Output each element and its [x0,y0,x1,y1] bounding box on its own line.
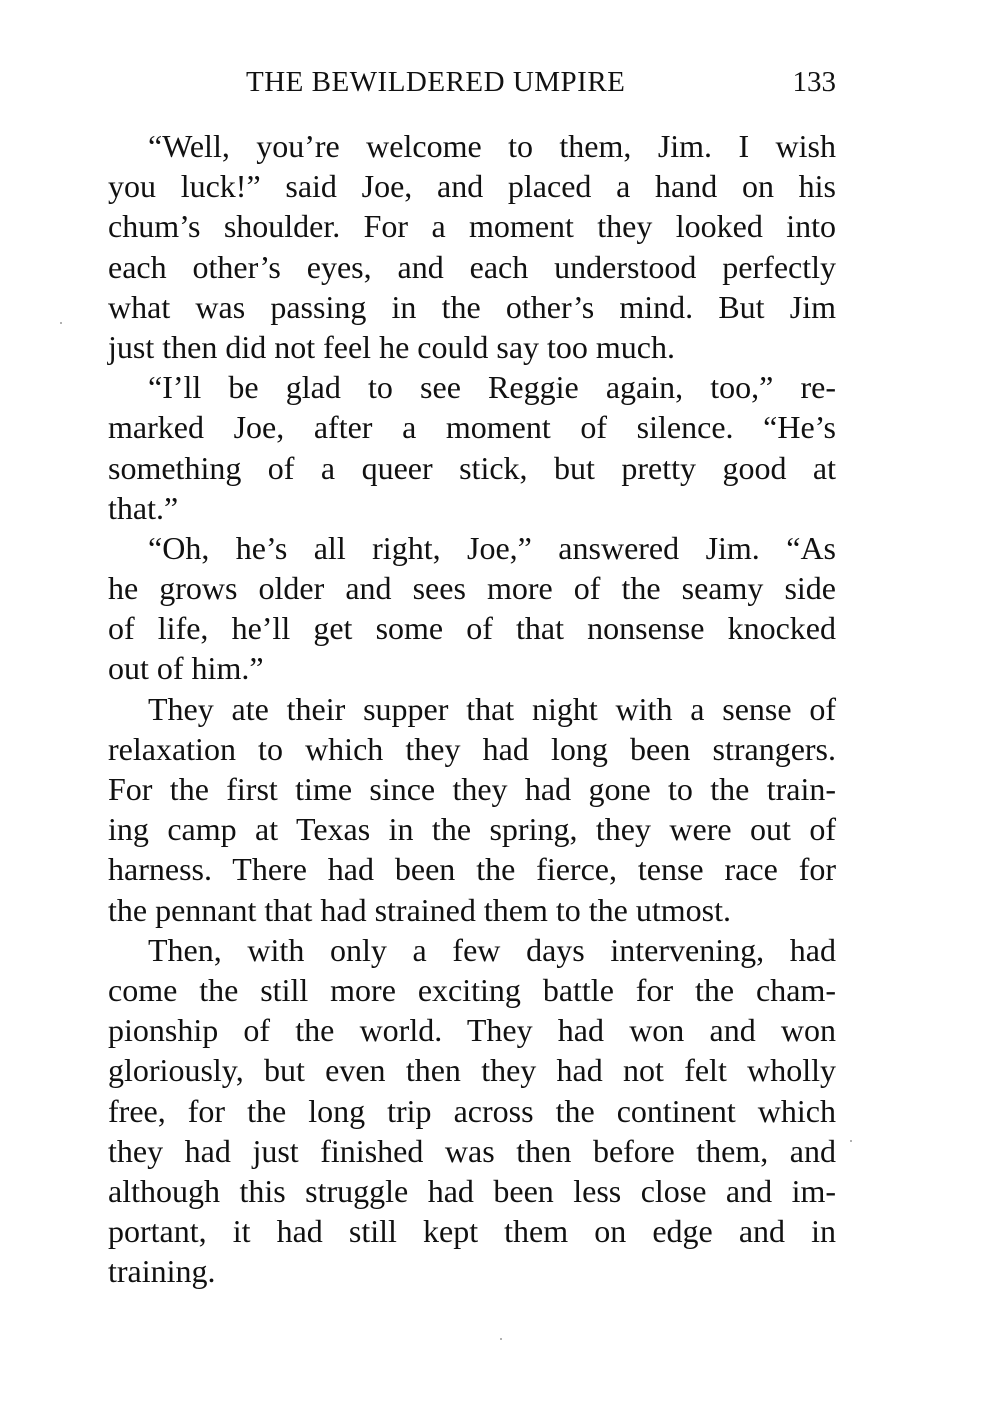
paragraph [108,367,836,528]
text-line: “Oh, he’s all right, Joe,” answered Jim. “As [148,529,836,566]
text-line: Then, with only a few days intervening, had [148,931,836,968]
text-line: that.” [108,489,179,526]
text-line: what was passing in the other’s mind. But Jim [108,288,836,325]
text-line: he grows older and sees more of the seamy side [108,570,836,607]
text-line: they had just finished was then before them, and [108,1132,836,1169]
body-text [108,126,836,1291]
text-line: training. [108,1253,216,1290]
paragraph [108,528,836,689]
paragraph [108,689,836,930]
paragraph [108,930,836,1292]
paper-speck [60,322,62,324]
text-line: gloriously, but even then they had not felt wholly [108,1052,836,1089]
text-line: “Well, you’re welcome to them, Jim. I wish [148,128,836,164]
text-line: out of him.” [108,650,264,687]
text-line: relaxation to which they had long been strangers. [108,730,836,767]
text-line: portant, it had still kept them on edge and in [108,1213,836,1250]
text-line: something of a queer stick, but pretty good at [108,449,836,486]
paper-speck [850,1140,852,1142]
text-line: marked Joe, after a moment of silence. “He’s [108,409,836,446]
text-line: the pennant that had strained them to the utmost. [108,891,731,928]
text-line: For the first time since they had gone to the train- [108,771,836,807]
text-line: They ate their supper that night with a sense of [148,690,836,727]
paragraph [108,126,836,367]
page-number: 133 [792,66,836,98]
text-line: “I’ll be glad to see Reggie again, too,” re- [148,369,836,406]
text-line: come the still more exciting battle for the cham- [108,971,836,1008]
text-line: just then did not feel he could say too much. [108,328,675,365]
text-line: pionship of the world. They had won and won [108,1012,836,1049]
text-line: you luck!” said Joe, and placed a hand on his [108,168,836,205]
text-line: although this struggle had been less close and im- [108,1172,836,1209]
text-line: ing camp at Texas in the spring, they were out of [108,811,836,848]
running-head [108,62,836,102]
paper-speck [500,1338,502,1340]
text-line: each other’s eyes, and each understood perfectly [108,248,836,285]
text-line: chum’s shoulder. For a moment they looked into [108,208,836,245]
text-line: harness. There had been the fierce, tense race for [108,851,836,888]
running-title: THE BEWILDERED UMPIRE [246,66,626,98]
text-line: of life, he’ll get some of that nonsense knocked [108,610,836,647]
text-line: free, for the long trip across the continent which [108,1092,836,1129]
